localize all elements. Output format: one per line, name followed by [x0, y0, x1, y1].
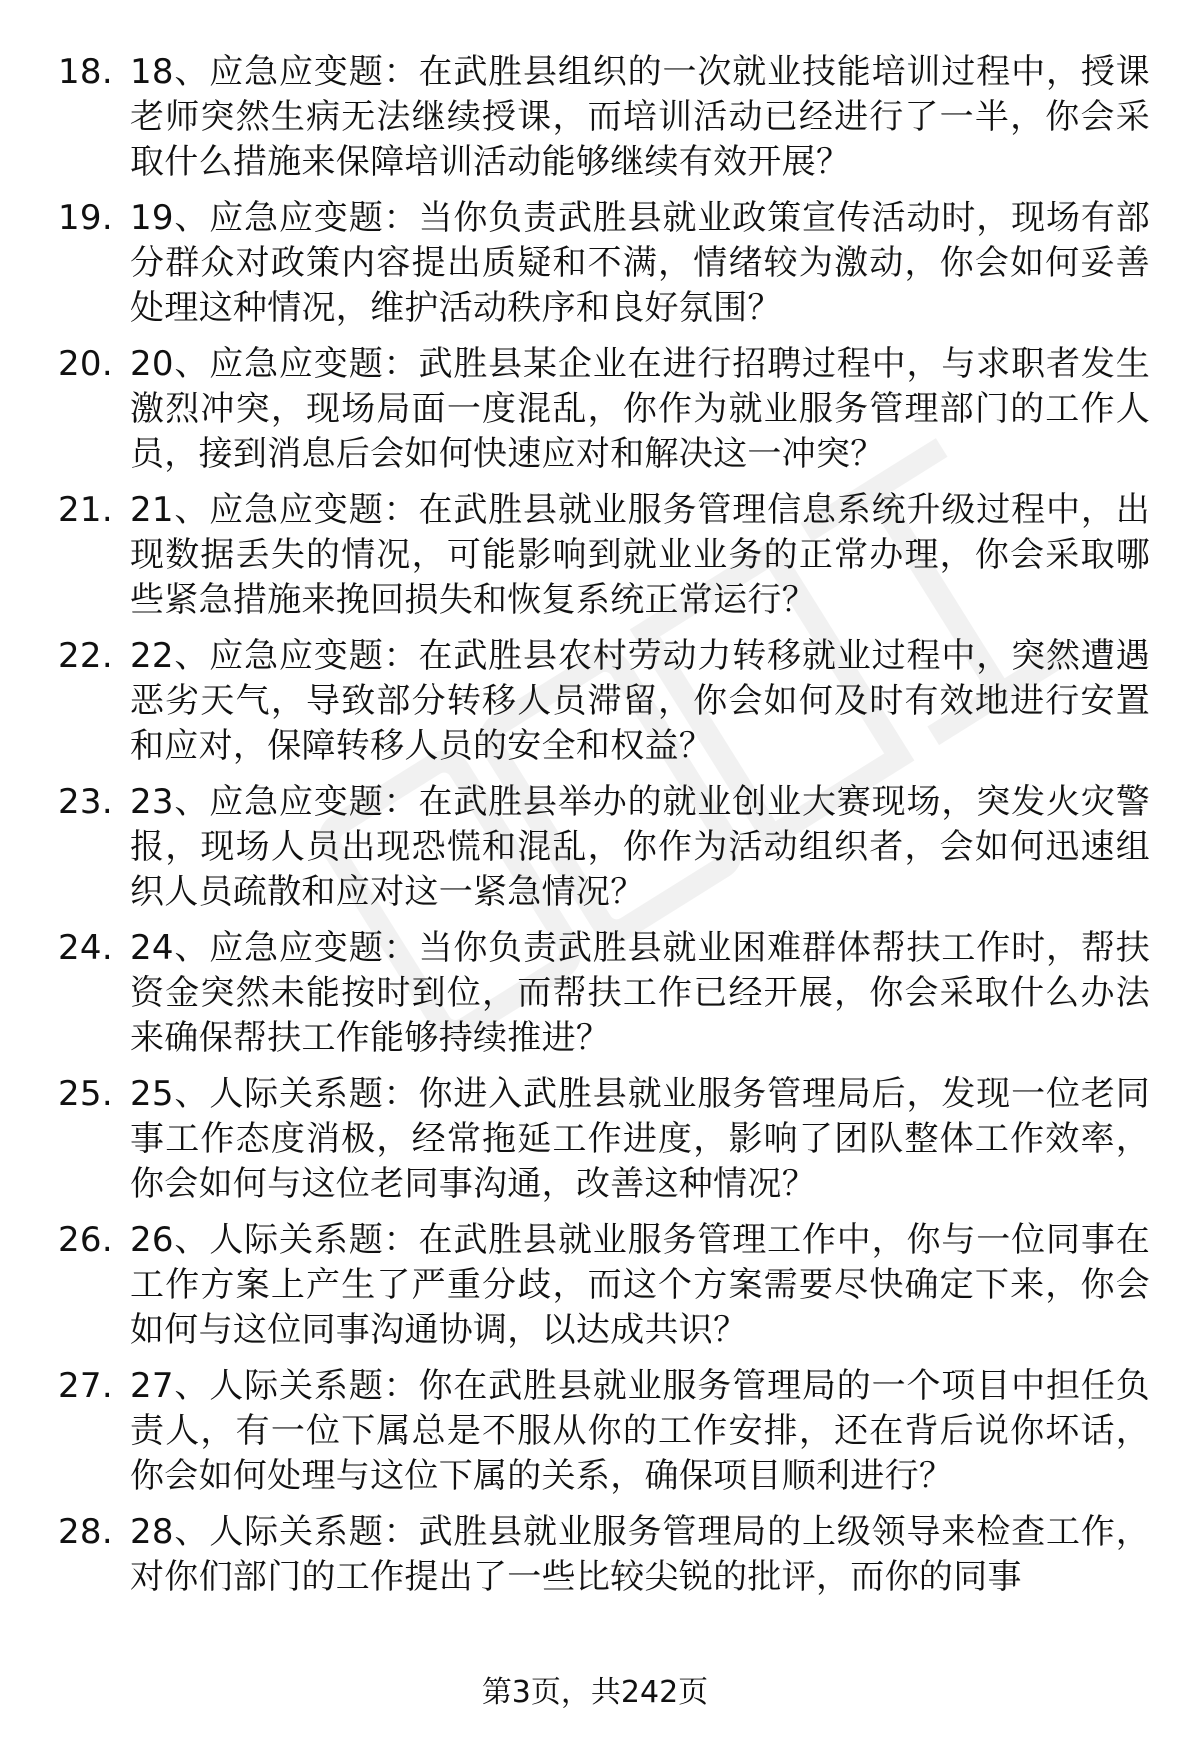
question-number: 18. — [58, 52, 113, 92]
question-text: 24、应急应变题：当你负责武胜县就业困难群体帮扶工作时，帮扶资金突然未能按时到位，而帮扶工作已经开展，你会采取什么办法来确保帮扶工作能够持续推进？ — [130, 928, 1150, 1058]
page-number-label: 第3页，共242页 — [481, 1675, 709, 1710]
question-number: 19. — [58, 198, 113, 238]
question-text: 23、应急应变题：在武胜县举办的就业创业大赛现场，突发火灾警报，现场人员出现恐慌和混乱，你作为活动组织者，会如何迅速组织人员疏散和应对这一紧急情况？ — [130, 782, 1150, 912]
question-number: 22. — [58, 636, 113, 676]
question-number: 23. — [58, 782, 113, 822]
question-number: 26. — [58, 1220, 113, 1260]
question-list — [0, 50, 1190, 1611]
question-text: 19、应急应变题：当你负责武胜县就业政策宣传活动时，现场有部分群众对政策内容提出质疑和不满，情绪较为激动，你会如何妥善处理这种情况，维护活动秩序和良好氛围？ — [130, 198, 1150, 328]
question-text: 21、应急应变题：在武胜县就业服务管理信息系统升级过程中，出现数据丢失的情况，可能影响到就业业务的正常办理，你会采取哪些紧急措施来挽回损失和恢复系统正常运行？ — [130, 490, 1150, 620]
question-text: 27、人际关系题：你在武胜县就业服务管理局的一个项目中担任负责人，有一位下属总是不服从你的工作安排，还在背后说你坏话，你会如何处理与这位下属的关系，确保项目顺利进行？ — [130, 1366, 1150, 1496]
question-number: 24. — [58, 928, 113, 968]
question-number: 20. — [58, 344, 113, 384]
question-number: 28. — [58, 1512, 113, 1552]
question-text: 25、人际关系题：你进入武胜县就业服务管理局后，发现一位老同事工作态度消极，经常拖延工作进度，影响了团队整体工作效率，你会如何与这位老同事沟通，改善这种情况？ — [130, 1074, 1150, 1204]
question-number: 25. — [58, 1074, 113, 1114]
question-text: 28、人际关系题：武胜县就业服务管理局的上级领导来检查工作，对你们部门的工作提出了一些比较尖锐的批评，而你的同事 — [130, 1512, 1150, 1597]
question-item — [0, 1364, 1190, 1499]
question-text: 26、人际关系题：在武胜县就业服务管理工作中，你与一位同事在工作方案上产生了严重分歧，而这个方案需要尽快确定下来，你会如何与这位同事沟通协调，以达成共识？ — [130, 1220, 1150, 1350]
question-item — [0, 1218, 1190, 1353]
question-item — [0, 1510, 1190, 1600]
question-item — [0, 780, 1190, 915]
question-text: 22、应急应变题：在武胜县农村劳动力转移就业过程中，突然遭遇恶劣天气，导致部分转移人员滞留，你会如何及时有效地进行安置和应对，保障转移人员的安全和权益？ — [130, 636, 1150, 766]
question-text: 20、应急应变题：武胜县某企业在进行招聘过程中，与求职者发生激烈冲突，现场局面一度混乱，你作为就业服务管理部门的工作人员，接到消息后会如何快速应对和解决这一冲突？ — [130, 344, 1150, 474]
question-item — [0, 50, 1190, 185]
question-text: 18、应急应变题：在武胜县组织的一次就业技能培训过程中，授课老师突然生病无法继续授课，而培训活动已经进行了一半，你会采取什么措施来保障培训活动能够继续有效开展？ — [130, 52, 1150, 182]
question-item — [0, 196, 1190, 331]
page-footer — [0, 1673, 1190, 1713]
question-number: 27. — [58, 1366, 113, 1406]
question-item — [0, 634, 1190, 769]
question-item — [0, 1072, 1190, 1207]
question-item — [0, 926, 1190, 1061]
question-number: 21. — [58, 490, 113, 530]
question-item — [0, 488, 1190, 623]
question-item — [0, 342, 1190, 477]
